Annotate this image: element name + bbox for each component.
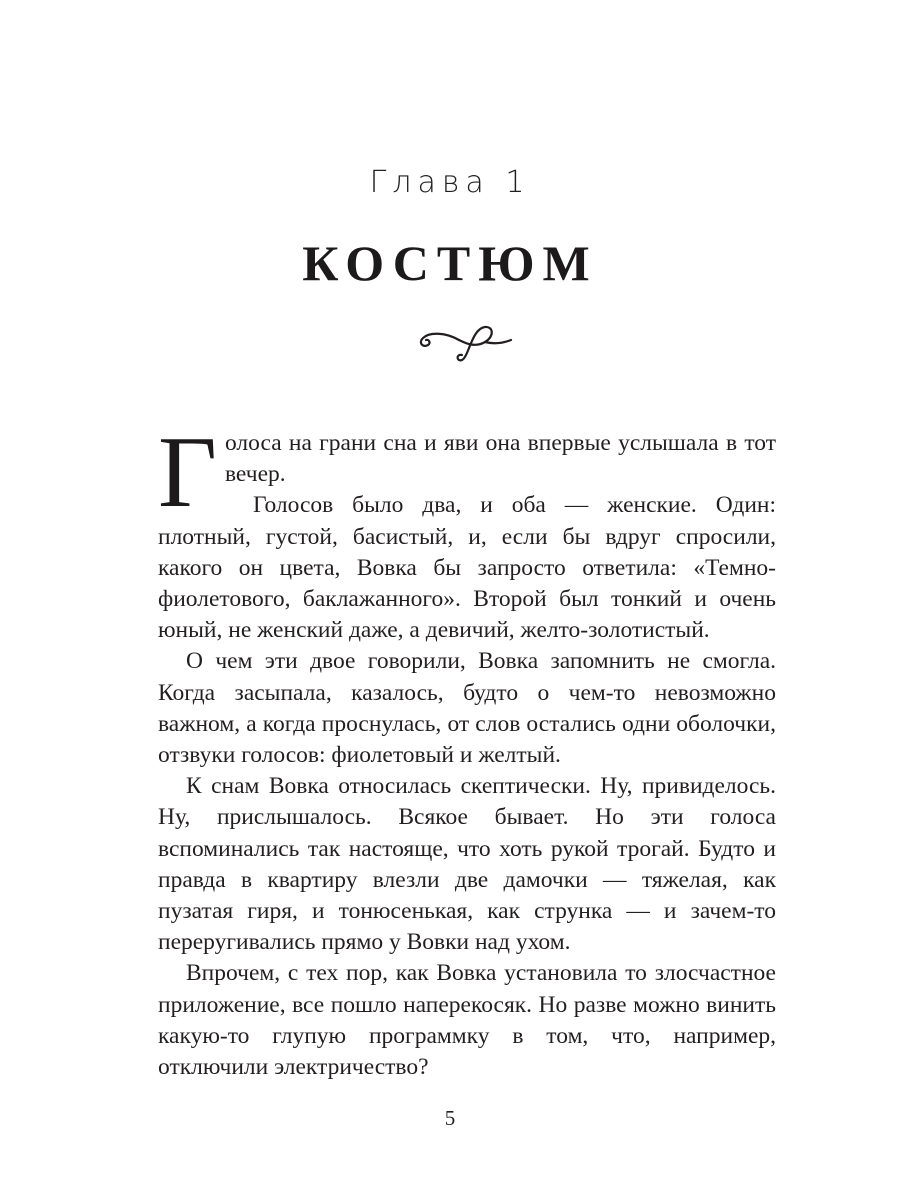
paragraph: О чем эти двое говорили, Вовка запомнить не смогла. Когда засыпала, казалось, будто о чем-то невозможно важном, а когда проснулась, от слов остались одни оболочки, отзвуки голосов: фиолетовый и желтый.	[158, 648, 776, 769]
paragraph: К снам Вовка относилась скептически. Ну, привиделось. Ну, прислышалось. Всякое бывает. Но эти голоса вспоминались так настояще, что хоть рукой трогай. Будто и правда в квартиру влезли две дамочки — тяжелая, как пузатая гиря, и тонюсенькая, как струнка — и зачем-то переругивались прямо у Вовки над ухом.	[158, 773, 776, 956]
paragraph: Впрочем, с тех пор, как Вовка установила то злосчастное приложение, все пошло наперекосяк. Но разве можно винить какую-то глупую программку в том, что, например, отключили электричество?	[158, 960, 776, 1081]
chapter-label: Глава 1	[369, 165, 531, 200]
chapter-title: КОСТЮМ	[302, 235, 598, 291]
paragraph: Голосов было два, и оба — женские. Один: плотный, густой, басистый, и, если бы вдруг спросили, какого он цвета, Вовка бы запросто ответила: «Темно-фиолетового, баклажанного». Второй был тонкий и очень юный, не женский даже, а девичий, желто-золотистый.	[158, 492, 776, 644]
flourish-ornament-icon	[415, 318, 515, 366]
page-number: 5	[444, 1106, 456, 1130]
chapter-body-text	[158, 416, 776, 1083]
paragraph-text: олоса на грани сна и яви она впервые услышала в тот вечер.	[224, 430, 776, 488]
paragraph	[158, 416, 776, 529]
drop-cap: Г	[158, 416, 217, 529]
